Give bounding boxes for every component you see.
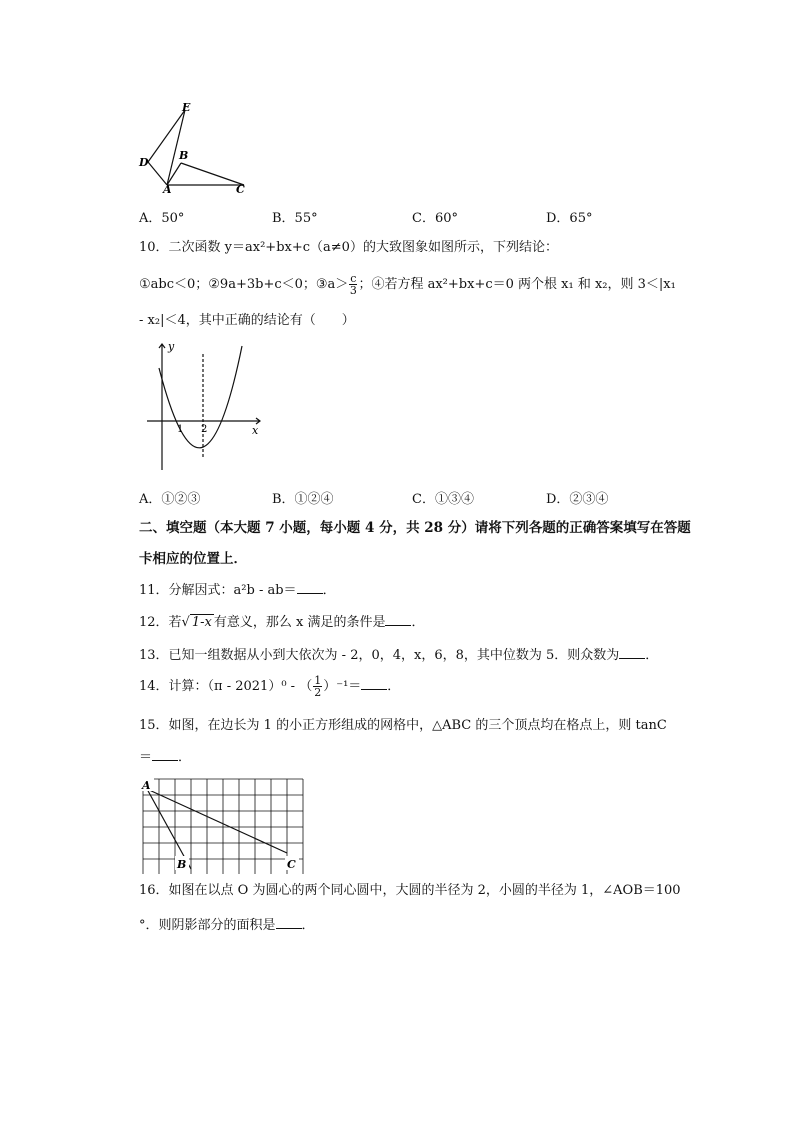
q10-stem-line1: 10．二次函数 y＝ax²+bx+c（a≠0）的大致图象如图所示，下列结论： — [139, 240, 558, 255]
segment-ac — [147, 789, 287, 853]
q10-conditions-a: ①abc＜0；②9a+3b+c＜0；③a＞ — [139, 277, 349, 292]
q10-option-c: C．①③④ — [412, 492, 474, 507]
q10-stem-line2 — [139, 273, 676, 296]
q12 — [139, 613, 424, 632]
q10-option-d: D．②③④ — [546, 492, 609, 507]
q9-option-d: D．65° — [546, 211, 593, 226]
q15-eq: ＝ — [139, 750, 153, 765]
label-a: A — [163, 183, 172, 195]
q12-radicand: 1-x — [191, 615, 212, 630]
segment-bc — [181, 163, 244, 185]
q10-stem-line3: - x₂|＜4，其中正确的结论有（ ） — [139, 313, 355, 328]
q14-post: ）⁻¹＝ — [323, 679, 362, 694]
q9-figure — [136, 100, 256, 195]
label-c: C — [287, 858, 296, 871]
label-c: C — [236, 183, 245, 195]
q11-answer-blank[interactable] — [297, 581, 323, 594]
label-y: y — [168, 340, 175, 353]
sqrt-sign: √ — [181, 615, 190, 630]
label-a: A — [142, 779, 151, 792]
q9-option-a: A．50° — [139, 211, 185, 226]
q14-pre: 14．计算：（π - 2021）⁰ - （ — [139, 679, 313, 694]
q11 — [139, 581, 336, 600]
q12-pre: 12．若 — [139, 615, 182, 630]
q12-post: 有意义，那么 x 满足的条件是 — [213, 615, 386, 630]
q15-grid-figure — [140, 776, 306, 874]
q14-answer-blank[interactable] — [361, 677, 387, 690]
q15-stem-line2 — [139, 748, 191, 767]
q10-option-a: A．①②③ — [139, 492, 201, 507]
q15-stem-line1: 15．如图，在边长为 1 的小正方形组成的网格中，△ABC 的三个顶点均在格点上，则 tanC — [139, 718, 667, 733]
q10-conditions-b: ；④若方程 ax²+bx+c＝0 两个根 x₁ 和 x₂，则 3＜|x₁ — [358, 277, 676, 292]
label-2: 2 — [201, 424, 208, 435]
segment-ae — [167, 110, 185, 185]
q10-frac-den: 3 — [349, 284, 357, 297]
q11-text: 11．分解因式：a²b - ab＝ — [139, 583, 297, 598]
q16-end: ． — [301, 918, 315, 933]
q16-text: °．则阴影部分的面积是 — [139, 918, 276, 933]
q14-frac-den: 2 — [314, 686, 322, 699]
segment-da — [148, 162, 167, 185]
q15-end: ． — [178, 750, 192, 765]
q13-answer-blank[interactable] — [619, 646, 645, 659]
label-x: x — [252, 424, 259, 437]
section2-heading-line1: 二、填空题（本大题 7 小题，每小题 4 分，共 28 分）请将下列各题的正确答案填写在答题 — [139, 520, 691, 536]
q10-frac-num: c — [350, 272, 357, 285]
q14-fraction — [313, 675, 322, 698]
q10-fraction — [349, 273, 357, 296]
q15-answer-blank[interactable] — [152, 748, 178, 761]
q13-text: 13．已知一组数据从小到大依次为 - 2，0，4，x，6，8，其中位数为 5．则众数为 — [139, 648, 620, 663]
q9-option-c: C．60° — [412, 211, 458, 226]
q14-end: ． — [387, 679, 401, 694]
q9-option-b: B．55° — [272, 211, 318, 226]
q16-stem-line2 — [139, 916, 315, 935]
label-d: D — [139, 156, 149, 169]
q16-stem-line1: 16．如图在以点 O 为圆心的两个同心圆中，大圆的半径为 2，小圆的半径为 1，∠AOB＝100 — [139, 883, 681, 898]
q12-end: ． — [411, 615, 425, 630]
q10-option-b: B．①②④ — [272, 492, 334, 507]
label-1: 1 — [177, 424, 184, 435]
section2-heading-line2: 卡相应的位置上． — [139, 551, 247, 567]
label-b: B — [177, 858, 187, 871]
q10-parabola-graph — [142, 338, 267, 473]
q16-answer-blank[interactable] — [276, 916, 302, 929]
q14-frac-num: 1 — [314, 674, 322, 687]
q13 — [139, 646, 658, 665]
q14 — [139, 675, 400, 698]
q13-end: ． — [645, 648, 659, 663]
q11-end: ． — [322, 583, 336, 598]
label-e: E — [182, 101, 191, 114]
label-b: B — [179, 149, 189, 162]
q12-answer-blank[interactable] — [385, 613, 411, 626]
